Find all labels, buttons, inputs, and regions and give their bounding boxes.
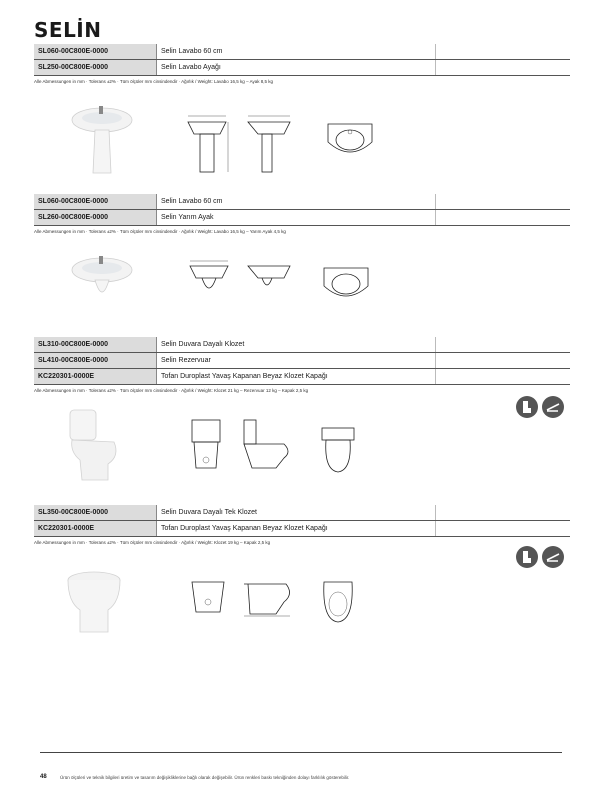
brand-title: SELİN bbox=[34, 18, 102, 42]
product-code: KC220301-0000E bbox=[34, 521, 157, 537]
product-section-4 bbox=[34, 505, 570, 545]
technical-drawing-side bbox=[244, 258, 294, 303]
dimension-note: Alle Abmessungen in mm · Tolerans ±2% · Tüm ölçüler mm cinsindendir · Ağırlık / Weight: Lavabo 16,5 kg – Yarım Ayak 4,5 kg bbox=[34, 229, 286, 234]
table-row bbox=[34, 369, 570, 385]
product-code: SL410-00C800E-0000 bbox=[34, 353, 157, 369]
product-section-3 bbox=[34, 337, 570, 393]
product-photo-close-coupled-wc bbox=[64, 404, 124, 489]
product-description: Selin Lavabo 60 cm bbox=[157, 44, 436, 60]
table-row bbox=[34, 521, 570, 537]
product-code: SL060-00C800E-0000 bbox=[34, 44, 157, 60]
product-description: Selin Duvara Dayalı Klozet bbox=[157, 337, 436, 353]
technical-drawing-side bbox=[240, 416, 298, 477]
page-number: 48 bbox=[40, 774, 47, 780]
product-code: SL250-00C800E-0000 bbox=[34, 60, 157, 76]
technical-drawing-front bbox=[184, 112, 230, 183]
technical-drawing-side bbox=[240, 576, 296, 625]
product-code: SL060-00C800E-0000 bbox=[34, 194, 157, 210]
soft-close-icon bbox=[542, 396, 564, 418]
spec-table-4 bbox=[34, 505, 570, 537]
table-row bbox=[34, 337, 570, 353]
product-section-1 bbox=[34, 44, 570, 84]
product-section-2 bbox=[34, 194, 570, 234]
footer-note: Ürün ölçüleri ve teknik bilgileri üretim ve tasarım değişikliklerine bağlı olarak değişebilir. Ürün renkleri baskı tekniğinden dolayı farklılık gösterebilir. bbox=[60, 775, 350, 780]
technical-drawing-top bbox=[318, 576, 358, 633]
technical-drawing-top bbox=[318, 424, 358, 481]
dimension-note: Alle Abmessungen in mm · Tolerans ±2% · Tüm ölçüler mm cinsindendir · Ağırlık / Weight: Lavabo 16,5 kg – Ayak 8,5 kg bbox=[34, 79, 274, 84]
dimension-note: Alle Abmessungen in mm · Tolerans ±2% · Tüm ölçüler mm cinsindendir · Ağırlık / Weight: Klozet 21 kg – Rezervuar 12 kg – Kapak 2,5 kg bbox=[34, 388, 309, 393]
technical-drawing-top bbox=[322, 118, 378, 169]
spec-table-1 bbox=[34, 44, 570, 76]
table-row bbox=[34, 505, 570, 521]
table-row bbox=[34, 194, 570, 210]
table-row bbox=[34, 44, 570, 60]
product-code: SL310-00C800E-0000 bbox=[34, 337, 157, 353]
table-row bbox=[34, 210, 570, 226]
product-description: Tofan Duroplast Yavaş Kapanan Beyaz Klozet Kapağı bbox=[157, 521, 436, 537]
soft-close-icon bbox=[542, 546, 564, 568]
product-description: Selin Yarım Ayak bbox=[157, 210, 436, 226]
technical-drawing-top bbox=[318, 262, 374, 313]
product-photo-back-to-wall-wc bbox=[62, 566, 126, 643]
dimension-note: Alle Abmessungen in mm · Tolerans ±2% · Tüm ölçüler mm cinsindendir · Ağırlık / Weight: Klozet 19 kg – Kapak 2,5 kg bbox=[34, 540, 271, 545]
technical-drawing-front bbox=[188, 576, 228, 621]
technical-drawing-front bbox=[186, 416, 226, 477]
wall-mounted-icon bbox=[516, 546, 538, 568]
product-photo-basin-pedestal bbox=[62, 98, 142, 183]
product-description: Selin Rezervuar bbox=[157, 353, 436, 369]
technical-drawing-front bbox=[186, 258, 232, 313]
product-description: Selin Lavabo Ayağı bbox=[157, 60, 436, 76]
spec-table-2 bbox=[34, 194, 570, 226]
product-code: SL260-00C800E-0000 bbox=[34, 210, 157, 226]
table-row bbox=[34, 60, 570, 76]
table-row bbox=[34, 353, 570, 369]
product-description: Selin Duvara Dayalı Tek Klozet bbox=[157, 505, 436, 521]
product-code: SL350-00C800E-0000 bbox=[34, 505, 157, 521]
product-photo-basin-half-pedestal bbox=[62, 248, 142, 313]
spec-table-3 bbox=[34, 337, 570, 385]
wall-mounted-icon bbox=[516, 396, 538, 418]
product-description: Tofan Duroplast Yavaş Kapanan Beyaz Klozet Kapağı bbox=[157, 369, 436, 385]
product-description: Selin Lavabo 60 cm bbox=[157, 194, 436, 210]
footer-divider bbox=[40, 752, 562, 753]
technical-drawing-side bbox=[244, 112, 294, 183]
product-code: KC220301-0000E bbox=[34, 369, 157, 385]
